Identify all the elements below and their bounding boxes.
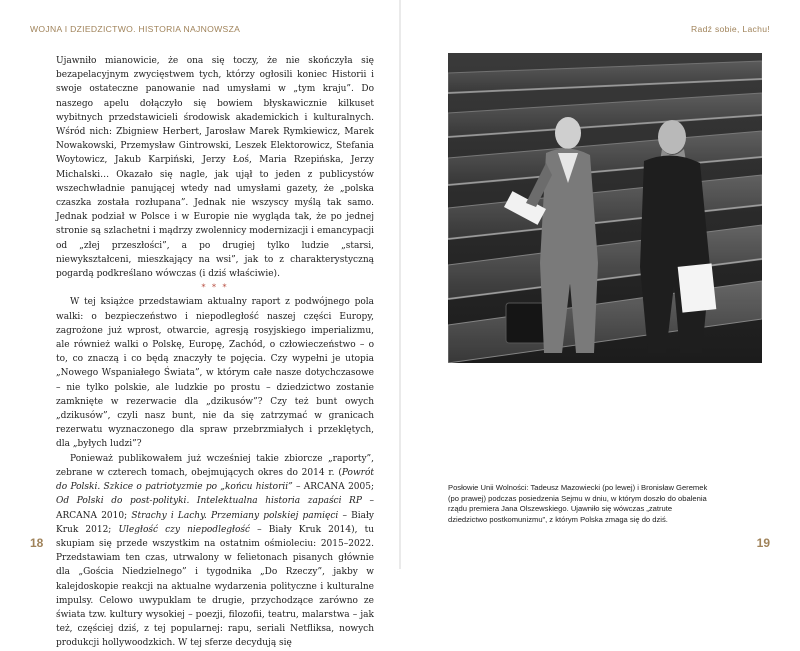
book-source-4: – Biały Kruk 2014), tu skupiam się przede wszystkim na ostatnim ośmioleciu: 2015–2022. Przedstawiam ten czas, utrwalony w felietonach pisanych głównie dla „Gościa Niedzielnego” i tygodnika „Do Rzeczy”, jakby w kalejdoskopie reakcji na aktualne wydarzenia polityczne i kulturalne impulsy. Celowo uwypuklam te drugie, przychodzące zarówno ze świata tzw. kultury wysokiej – poezji, filozofii, teatru, malarstwa – jak też, częściej dziś, z tej popularnej: rapu, seriali Netfliksa, nowych produkcji hollywoodzkich. W tej sferze decydują się	[56, 524, 374, 649]
photograph	[448, 53, 762, 363]
right-page	[400, 0, 800, 569]
running-head-left: WOJNA I DZIEDZICTWO. HISTORIA NAJNOWSZA	[30, 24, 241, 34]
book-title-2: Od Polski do post-polityki. Intelektualna historia zapaści RP	[56, 496, 362, 507]
papers-right	[678, 263, 717, 312]
photo-caption	[448, 483, 778, 525]
book-source-2: – ARCANA 2010;	[56, 496, 374, 521]
body-text	[56, 54, 374, 651]
page-number-right: 19	[756, 536, 770, 550]
paragraph-3	[56, 452, 374, 651]
paragraph-3-lead: Ponieważ publikowałem już wcześniej takie zbiorcze „raporty”, zebrane w czterech tomach, obejmujących okres do 2014 r.	[56, 453, 374, 478]
running-head-right: Radź sobie, Lachu!	[691, 24, 770, 34]
book-source-1: – ARCANA 2005;	[292, 482, 375, 493]
photo-illustration	[448, 53, 762, 363]
caption-line: (po prawej) podczas posiedzenia Sejmu w dniu, w którym doszło do obalenia	[448, 493, 707, 503]
caption-line: dziedzictwo postkomunizmu”, z którym Polska zmaga się do dziś.	[448, 514, 668, 524]
paragraph-3-open: (	[334, 467, 342, 478]
page-number-left: 18	[30, 536, 44, 550]
book-title-4: Uległość czy niepodległość	[118, 524, 251, 535]
section-ornament: * * *	[201, 283, 229, 293]
paragraph-2: W tej książce przedstawiam aktualny raport z podwójnego pola walki: o bezpieczeństwo i niepodległość naszej części Europy, zagrożone już wprost, otwarcie, agresją rosyjskiego imperializmu, ale również walki o Polskę, Europę, Zachód, o człowieczeństwo – o to, co znaczą i co będą znaczyły te pojęcia. Czy wypełni je utopia „Nowego Wspaniałego Świata”, w którym całe nasze dotychczasowe – nie tylko polskie, ale ludzkie po prostu – dziedzictwo zostanie zamknięte w rezerwacie dla „dzikusów”? Czy też bunt owych „dzikusów”, czyli nasz bunt, nie da się zatrzymać w granicach rezerwatu wyznaczonego dla spraw przebrzmiałych i przeklętych, dla „byłych ludzi”?	[56, 297, 374, 450]
paragraph-1: Ujawniło mianowicie, że ona się toczy, że nie skończyła się bezapelacyjnym zwycięstwem tych, którzy ogłosili koniec Historii i swoje ostateczne panowanie nad umysłami w „tym kraju”. Do naszego apelu dołączyło się bowiem błyskawicznie kilkuset wybitnych przedstawicieli środowisk akademickich i kulturalnych. Wśród nich: Zbigniew Herbert, Jarosław Marek Rymkiewicz, Marek Nowakowski, Przemysław Gintrowski, Leszek Elektorowicz, Stefania Woytowicz, Jakub Karpiński, Jerzy Łoś, Maria Rzepińska, Jerzy Michalski… Okazało się nagle, jak ujął to jeden z publicystów wszechwładnie panującej wtedy nad umysłami gazety, że „polska czaszka została rozłupana”. Jednak nie wszyscy myślą tak samo. Jednak podział w Polsce i w Europie nie wygląda tak, że po jednej stronie są szlachetni i mądrzy zwolennicy modernizacji i emancypacji od „złej przeszłości”, a po drugiej tylko ludzie „starsi, niewykształceni, mieszkający na wsi”, jak to z charakterystyczną pogardą podkreślano wówczas (i dziś właściwie).	[56, 56, 374, 280]
book-title-3: Strachy i Lachy. Przemiany polskiej pamięci	[131, 510, 339, 521]
caption-line: rządu premiera Jana Olszewskiego. Ujawniło się wówczas „zatrute	[448, 504, 673, 514]
left-page	[0, 0, 400, 649]
book-source-3: – Biały Kruk 2012;	[56, 510, 374, 535]
book-title-1: Powrót do Polski. Szkice o patriotyzmie po „końcu historii”	[56, 467, 374, 493]
caption-line: Posłowie Unii Wolności: Tadeusz Mazowiecki (po lewej) i Bronisław Geremek	[448, 483, 708, 492]
